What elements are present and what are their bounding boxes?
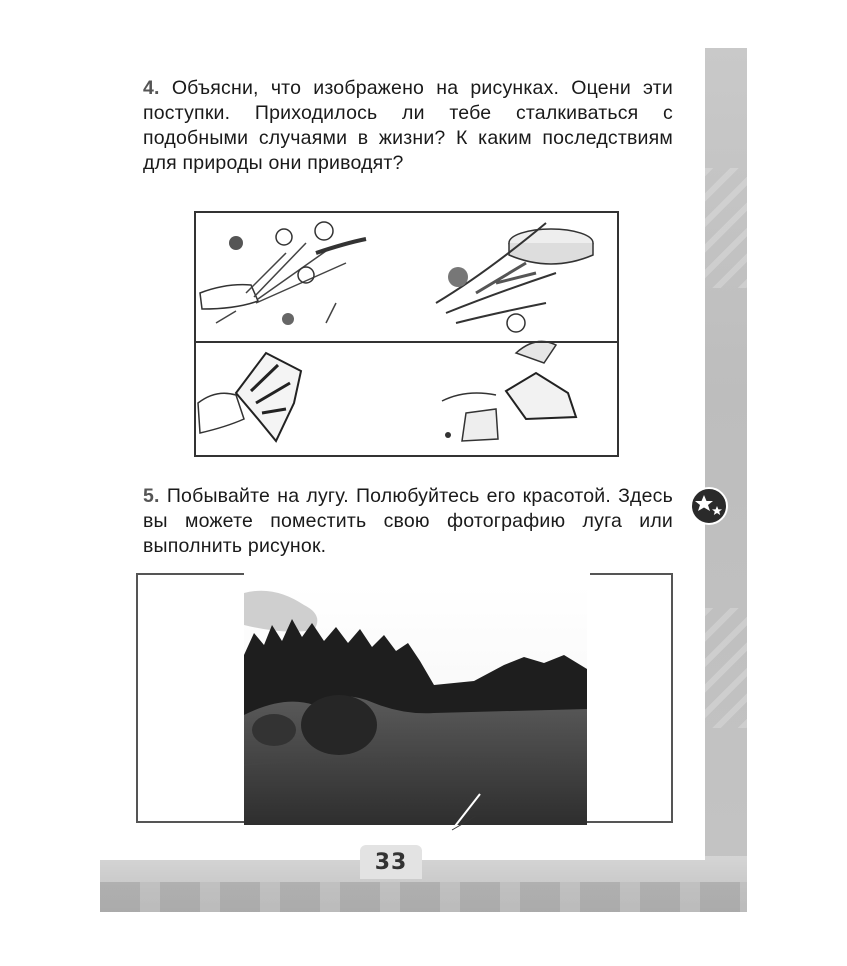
page-edge-strip <box>705 48 747 910</box>
task-5-number: 5. <box>143 485 160 507</box>
bouquet-picking-drawing <box>200 222 366 325</box>
frame-gap <box>244 570 590 578</box>
dead-butterflies-drawing <box>442 341 576 441</box>
task-4-text: Объясни, что изображено на рисунках. Оцени эти поступки. Приходилось ли тебе сталкиваться с подобными случаями в жизни? К каким последствиям для природы они приводят? <box>143 77 673 174</box>
discarded-flowers-drawing <box>436 223 593 332</box>
leaf-pattern <box>705 168 747 288</box>
task-4 <box>143 76 673 176</box>
caught-butterfly-drawing <box>198 353 301 441</box>
task-4-illustrations <box>194 211 619 457</box>
task-4-number: 4. <box>143 77 160 99</box>
leaf-pattern <box>705 608 747 728</box>
meadow-photo <box>244 585 587 825</box>
page-footer-strip <box>100 856 747 912</box>
footer-pattern <box>100 882 747 912</box>
illustration-divider <box>196 341 617 343</box>
page-number-tab <box>360 845 422 879</box>
task-5 <box>143 484 673 559</box>
task-5-text: Побывайте на лугу. Полюбуйтесь его красотой. Здесь вы можете поместить свою фотографию луга или выполнить рисунок. <box>143 485 673 557</box>
illustrations-drawing <box>196 213 617 455</box>
star-badge-icon <box>689 486 729 526</box>
page-number: 33 <box>374 849 408 875</box>
pointer-line <box>446 790 486 839</box>
